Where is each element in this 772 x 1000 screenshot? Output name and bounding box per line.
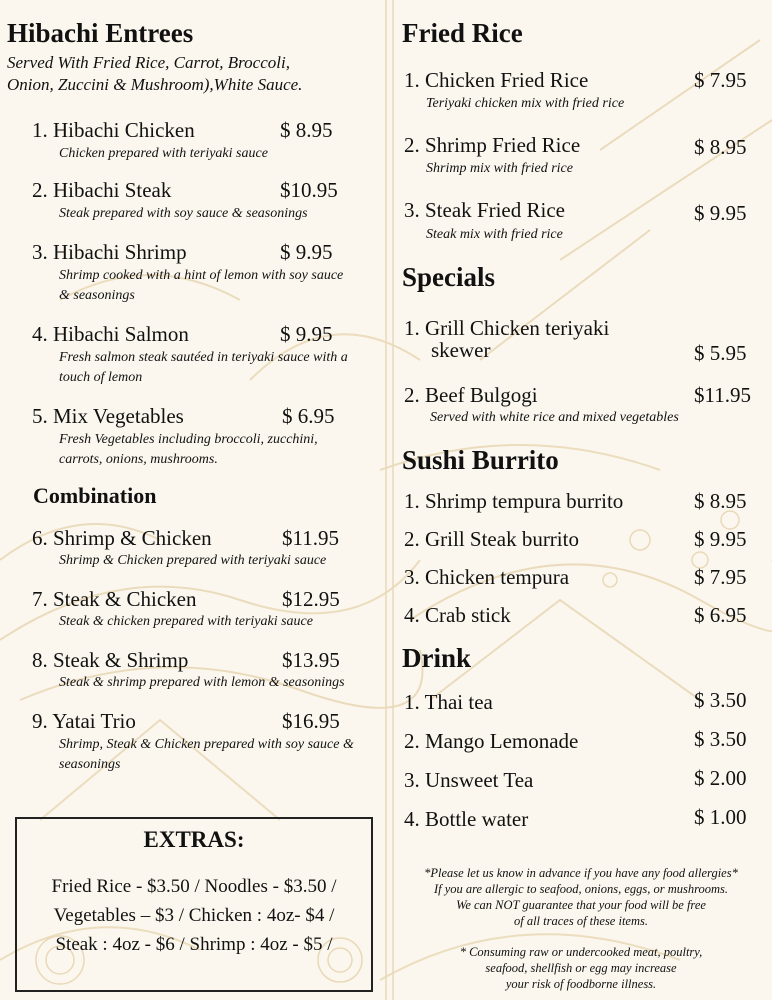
item-description: Steak & chicken prepared with teriyaki sauce (59, 614, 313, 629)
item-description: Shrimp, Steak & Chicken prepared with soy sauce & seasonings (59, 737, 354, 772)
item-price: $ 8.95 (280, 118, 333, 142)
extras-line-2: Vegetables – $3 / Chicken : 4oz- $4 / (53, 905, 335, 926)
item-description: Teriyaki chicken mix with fried rice (426, 96, 625, 111)
item-name: Steak & Shrimp (53, 648, 189, 672)
item-price: $ 3.50 (694, 727, 747, 751)
menu-item-grill-steak-burrito (404, 527, 579, 552)
item-price: $ 8.95 (694, 489, 747, 513)
menu-item-hibachi-chicken (32, 118, 195, 143)
item-number: 2. (32, 178, 48, 202)
item-number: 1. (404, 690, 420, 714)
item-number: 9. (32, 709, 48, 733)
drink-heading: Drink (402, 643, 472, 673)
item-description: Shrimp & Chicken prepared with teriyaki sauce (59, 553, 327, 568)
sushi-burrito-heading: Sushi Burrito (402, 445, 559, 475)
menu-item-chicken-tempura (404, 565, 569, 590)
item-price: $ 7.95 (694, 68, 747, 92)
item-number: 2. (404, 383, 420, 407)
item-name: Hibachi Salmon (53, 322, 189, 346)
item-description: Steak mix with fried rice (426, 227, 563, 242)
item-price: $ 5.95 (694, 341, 747, 365)
item-number: 2. (404, 729, 420, 753)
item-description: Steak prepared with soy sauce & seasonings (59, 206, 308, 221)
raw-food-warning-line2: seafood, shellfish or egg may increase (485, 961, 677, 975)
item-description: Shrimp cooked with a hint of lemon with soy sauce & seasonings (59, 268, 344, 303)
raw-food-warning (390, 944, 772, 992)
item-number: 5. (32, 404, 48, 428)
extras-line-1: Fried Rice - $3.50 / Noodles - $3.50 / (51, 876, 337, 897)
item-name: Grill Steak burrito (425, 527, 579, 551)
item-name: Mango Lemonade (425, 729, 579, 753)
item-price: $10.95 (280, 178, 338, 202)
hibachi-entrees-heading: Hibachi Entrees (7, 18, 194, 48)
item-description: Fresh Vegetables including broccoli, zucchini, carrots, onions, mushrooms. (59, 432, 318, 467)
menu-item-beef-bulgogi (404, 383, 538, 408)
item-description: Shrimp mix with fried rice (426, 161, 573, 176)
item-price: $ 3.50 (694, 688, 747, 712)
item-name: Hibachi Steak (53, 178, 172, 202)
item-name: Bottle water (425, 807, 529, 831)
menu-item-mix-vegetables (32, 404, 184, 429)
item-number: 1. (404, 489, 420, 513)
extras-heading: EXTRAS: (143, 827, 245, 852)
menu-item-unsweet-tea (404, 768, 533, 793)
item-price: $12.95 (282, 587, 340, 611)
menu-item-shrimp-fried-rice (404, 133, 580, 158)
menu-item-bottle-water (404, 807, 528, 832)
menu-item-crab-stick (404, 603, 511, 628)
item-number: 4. (404, 603, 420, 627)
item-number: 4. (404, 807, 420, 831)
menu-item-hibachi-shrimp (32, 240, 187, 265)
item-name: Beef Bulgogi (425, 383, 538, 407)
item-description: Served with white rice and mixed vegetables (430, 410, 679, 425)
item-number: 7. (32, 587, 48, 611)
raw-food-warning-line1: * Consuming raw or undercooked meat, poultry, (459, 945, 703, 959)
item-price: $11.95 (694, 383, 751, 407)
item-name: Chicken Fried Rice (425, 68, 589, 92)
item-name: Shrimp & Chicken (53, 526, 212, 550)
item-price: $ 1.00 (694, 805, 747, 829)
item-name: Mix Vegetables (53, 404, 184, 428)
item-name: Thai tea (424, 690, 493, 714)
item-price: $ 7.95 (694, 565, 747, 589)
allergy-notice-line3: We can NOT guarantee that your food will be free (456, 898, 706, 912)
item-name: Grill Chicken teriyaki (425, 316, 610, 340)
item-price: $ 9.95 (280, 240, 333, 264)
item-number: 8. (32, 648, 48, 672)
item-number: 3. (404, 565, 420, 589)
item-price: $ 6.95 (694, 603, 747, 627)
item-name: Steak & Chicken (53, 587, 197, 611)
item-name: Hibachi Chicken (53, 118, 195, 142)
item-number: 3. (404, 768, 420, 792)
item-name: Hibachi Shrimp (53, 240, 187, 264)
item-price: $ 9.95 (280, 322, 333, 346)
combination-heading: Combination (33, 483, 157, 508)
allergy-notice-line4: of all traces of these items. (513, 914, 648, 928)
menu-item-steak-fried-rice (404, 198, 565, 223)
item-name: Yatai Trio (52, 709, 136, 733)
item-price: $ 9.95 (694, 201, 747, 225)
item-number: 6. (32, 526, 48, 550)
specials-heading: Specials (402, 262, 496, 292)
menu-item-chicken-fried-rice (404, 68, 588, 93)
item-name-continued: skewer (431, 338, 491, 362)
item-price: $ 8.95 (694, 135, 747, 159)
allergy-notice-line2: If you are allergic to seafood, onions, eggs, or mushrooms. (433, 882, 729, 896)
item-number: 3. (404, 198, 420, 222)
hibachi-subtitle-line1: Served With Fried Rice, Carrot, Broccoli, (7, 53, 290, 72)
menu-item-thai-tea (404, 690, 493, 715)
extras-box (15, 817, 373, 992)
item-number: 1. (32, 118, 48, 142)
item-number: 2. (404, 133, 420, 157)
item-number: 2. (404, 527, 420, 551)
item-name: Shrimp tempura burrito (425, 489, 624, 513)
item-description: Chicken prepared with teriyaki sauce (59, 146, 268, 161)
menu-item-yatai-trio (32, 709, 136, 734)
item-name: Shrimp Fried Rice (425, 133, 581, 157)
allergy-notice-line1: *Please let us know in advance if you have any food allergies* (424, 866, 738, 880)
item-price: $11.95 (282, 526, 339, 550)
item-price: $ 2.00 (694, 766, 747, 790)
item-name: Crab stick (425, 603, 511, 627)
menu-item-mango-lemonade (404, 729, 578, 754)
item-number: 4. (32, 322, 48, 346)
fried-rice-heading: Fried Rice (402, 18, 523, 48)
item-price: $ 9.95 (694, 527, 747, 551)
item-description: Fresh salmon steak sautéed in teriyaki sauce with a touch of lemon (59, 350, 348, 385)
allergy-notice (390, 865, 772, 929)
item-name: Unsweet Tea (425, 768, 534, 792)
item-price: $16.95 (282, 709, 340, 733)
menu-item-shrimp-chicken (32, 526, 212, 551)
menu-item-steak-chicken (32, 587, 196, 612)
hibachi-subtitle-line2: Onion, Zuccini & Mushroom),White Sauce. (7, 75, 303, 94)
menu-item-shrimp-tempura-burrito (404, 489, 623, 514)
menu-item-hibachi-steak (32, 178, 171, 203)
item-description: Steak & shrimp prepared with lemon & seasonings (59, 675, 345, 690)
raw-food-warning-line3: your risk of foodborne illness. (505, 977, 657, 991)
menu-item-hibachi-salmon (32, 322, 189, 347)
item-price: $13.95 (282, 648, 340, 672)
menu-item-steak-shrimp (32, 648, 188, 673)
extras-line-3: Steak : 4oz - $6 / Shrimp : 4oz - $5 / (55, 934, 333, 955)
item-number: 1. (404, 316, 420, 340)
item-name: Steak Fried Rice (425, 198, 565, 222)
item-price: $ 6.95 (282, 404, 335, 428)
item-name: Chicken tempura (425, 565, 570, 589)
item-number: 1. (404, 68, 420, 92)
item-number: 3. (32, 240, 48, 264)
